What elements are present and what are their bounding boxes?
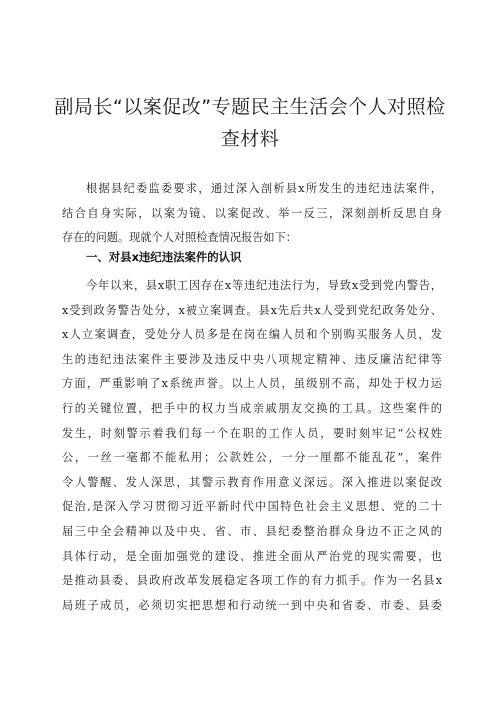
document-title-line-2: 查材料 — [220, 128, 280, 150]
body-line: 方面，严重影响了x系统声誉。以上人员，虽级别不高，却处于权力运 — [62, 377, 442, 391]
body-line: 局班子成员，必须切实把思想和行动统一到中央和省委、市委、县委 — [62, 598, 442, 612]
intro-line-1: 根据县纪委监委要求，通过深入剖析县x所发生的违纪违法案件， — [86, 182, 442, 195]
body-line: 生的违纪违法案件主要涉及违反中央八项规定精神、违反廉洁纪律等 — [62, 352, 442, 366]
section-1-body — [62, 274, 442, 618]
body-line: x受到政务警告处分，x被立案调查。县x先后共x人受到党纪政务处分、 — [62, 303, 442, 317]
body-line: 今年以来，县x职工因存在x等违纪违法行为，导致x受到党内警告， — [86, 279, 442, 292]
body-line: 行的关键位置，把手中的权力当成亲戚朋友交换的工具。这些案件的 — [62, 401, 442, 415]
body-line: 具体行动，是全面加强党的建设、推进全面从严治党的现实需要，也 — [62, 549, 442, 563]
body-line: x人立案调查，受处分人员多是在岗在编人员和个别购买服务人员，发 — [62, 328, 442, 342]
section-1-heading: 一、对县x违纪违法案件的认识 — [86, 250, 242, 264]
body-line: 届三中全会精神以及中央、省、市、县纪委整治群众身边不正之风的 — [62, 524, 442, 538]
body-line: 是推动县委、县政府改革发展稳定各项工作的有力抓手。作为一名县x — [62, 574, 442, 588]
body-line: 促治,是深入学习贯彻习近平新时代中国特色社会主义思想、党的二十 — [62, 500, 442, 514]
intro-line-2: 结合自身实际，以案为镜、以案促改、举一反三，深刻剖析反思自身 — [62, 206, 442, 220]
document-title-line-1: 副局长“以案促改”专题民主生活会个人对照检 — [54, 96, 446, 118]
intro-paragraph — [62, 177, 442, 251]
intro-line-3: 存在的问题。现就个人对照检查情况报告如下： — [62, 231, 297, 245]
body-line: 发生，时刻警示着我们每一个在职的工作人员，要时刻牢记“公权姓 — [62, 426, 442, 440]
body-line: 公，一丝一毫都不能私用；公款姓公，一分一厘都不能乱花”，案件 — [62, 451, 442, 465]
body-line: 令人警醒、发人深思，其警示教育作用意义深远。深入推进以案促改 — [62, 475, 442, 489]
